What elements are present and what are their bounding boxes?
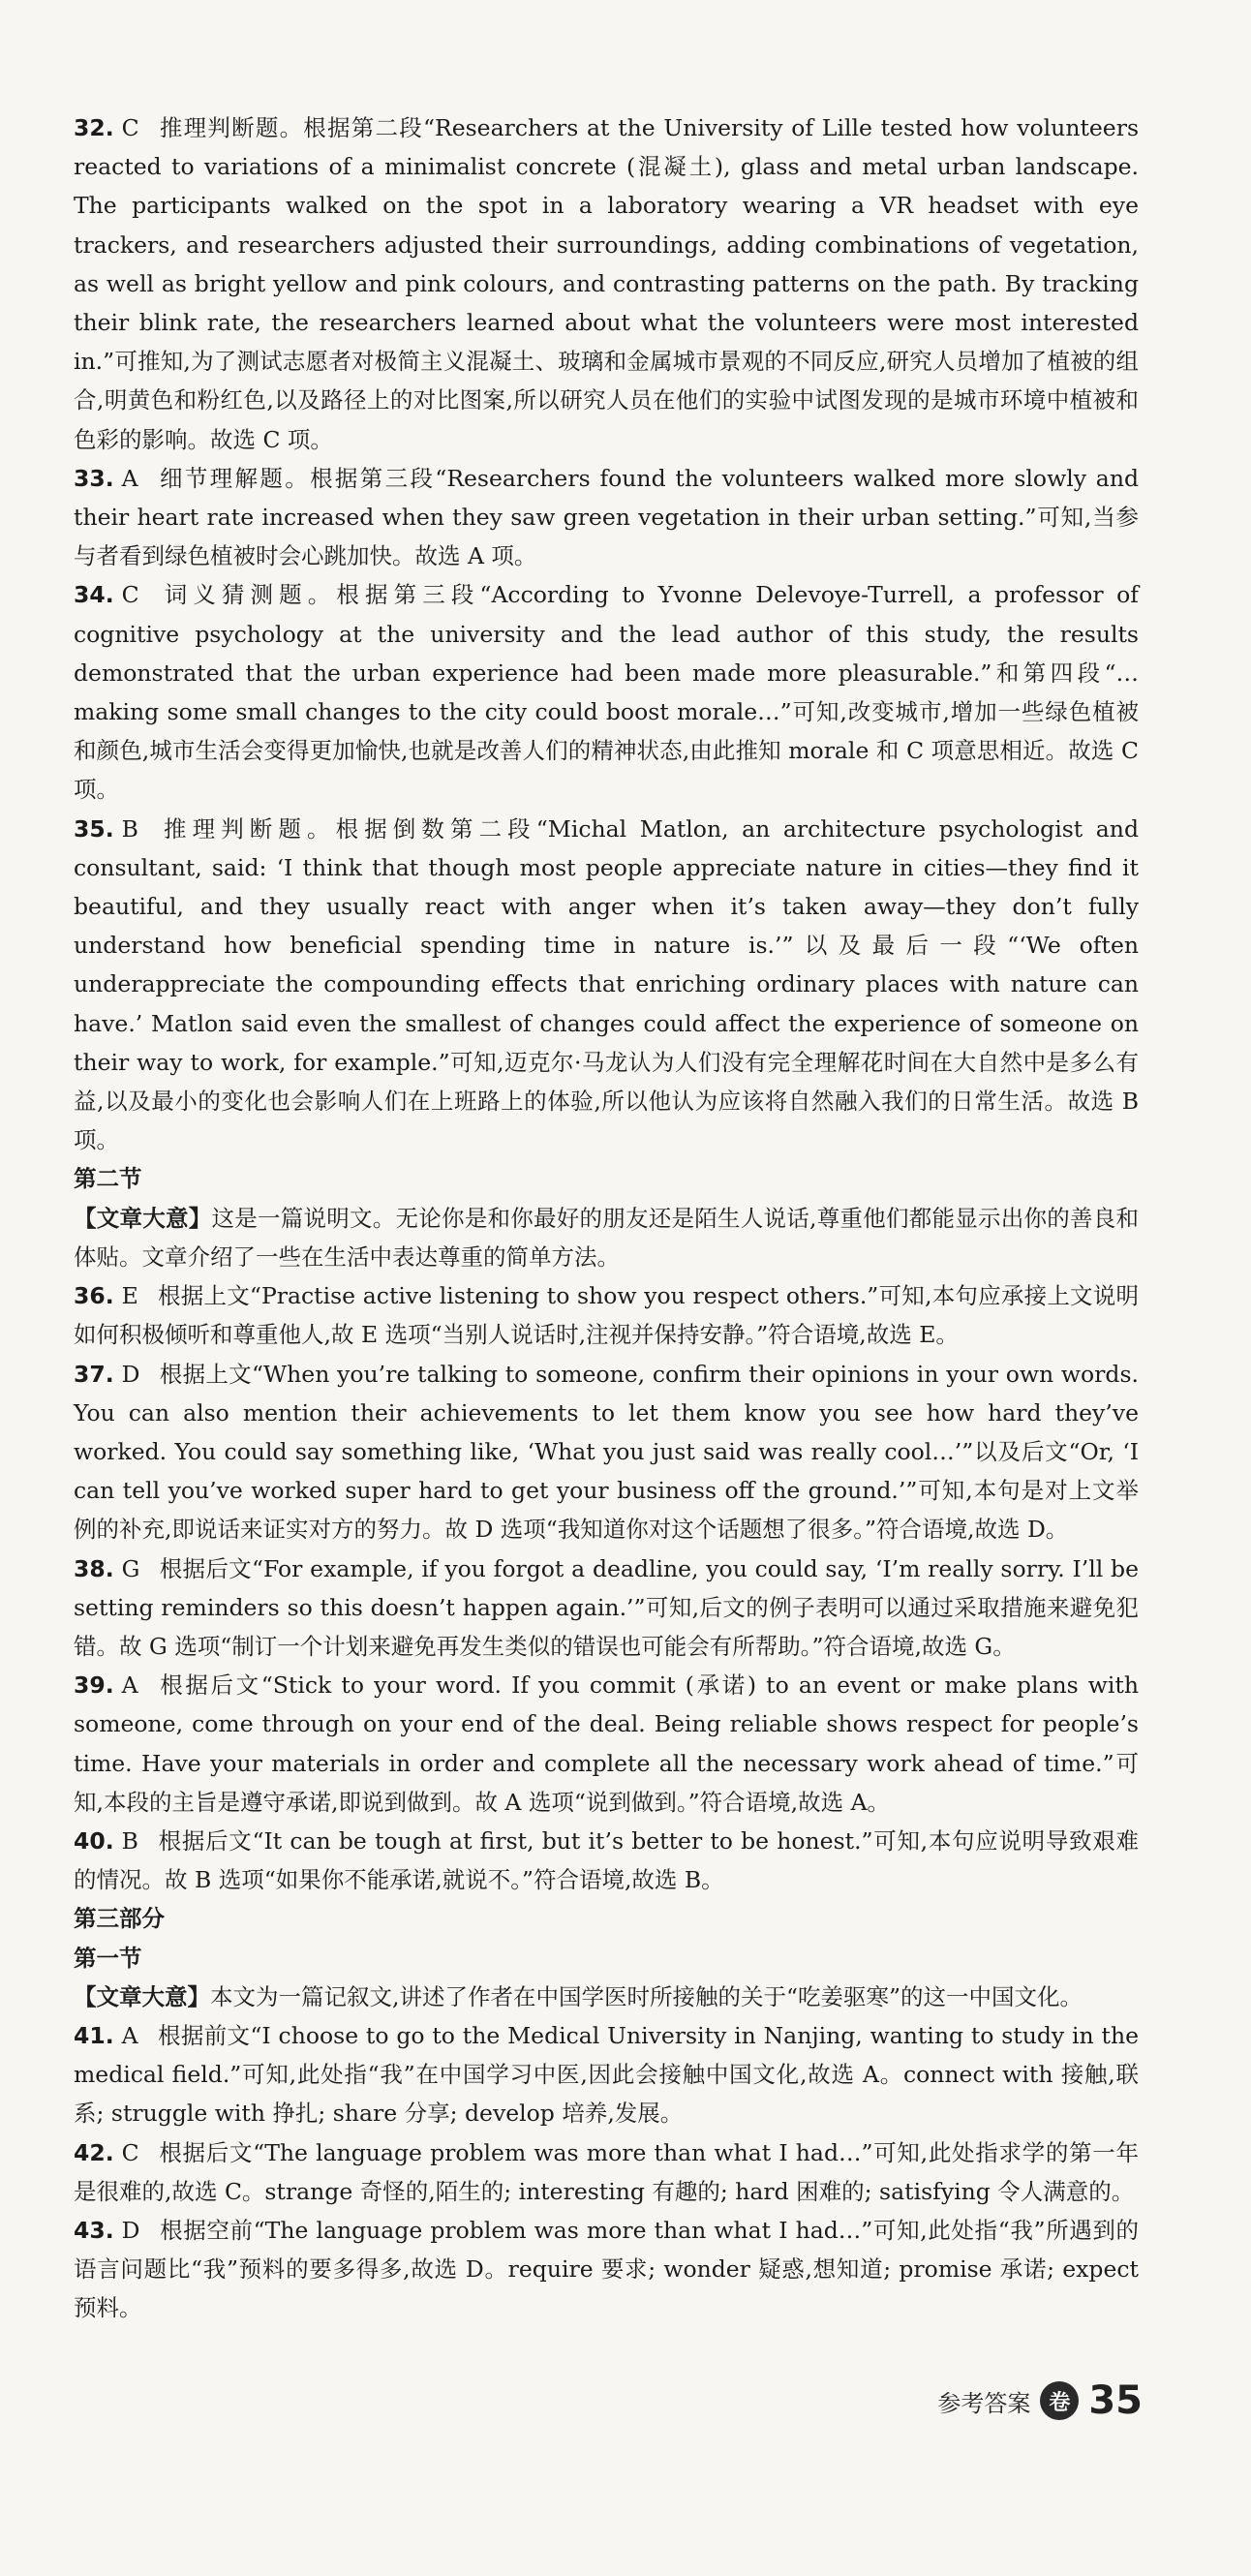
answer-item [74,1276,1139,1354]
juan-badge-icon: 卷 [1040,2381,1079,2420]
summary-label: 【文章大意】 [74,1982,210,2010]
article-summary [74,1199,1139,1276]
section-heading: 第二节 [74,1165,142,1193]
question-number: 32. [74,114,114,141]
explanation-text: 推理判断题。根据第二段“Researchers at the University of Lille tested how volunteers reacted to variations of a minimalist concrete (混凝土), glass and metal urban landscape. The participants walked on the spot in a laboratory wearing a VR headset with eye trackers, and researchers adjusted their surroundings, adding combinations of vegetation, as well as bright yellow and pink colours, and contrasting patterns on the path. By tracking their blink rate, the researchers learned about what the volunteers were most interested in.”可推知,为了测试志愿者对极简主义混凝土、玻璃和金属城市景观的不同反应,研究人员增加了植被的组合,明黄色和粉红色,以及路径上的对比图案,所以研究人员在他们的实验中试图发现的是城市环境中植被和色彩的影响。故选 C 项。 [74,114,1139,453]
answer-item [74,2016,1139,2133]
question-number: 36. [74,1282,114,1310]
question-number: 35. [74,814,114,843]
answer-letter: C [121,2138,139,2166]
explanation-text: 根据上文“When you’re talking to someone, confirm their opinions in your own words. You can also mention their achievements to let them know you see how hard they’ve worked. You could say something like, ‘What you just said was really cool…’”以及后文“Or, ‘I can tell you’ve worked super hard to get your business off the ground.’”可知,本句是对上文举例的补充,即说话来证实对方的努力。故 D 选项“我知道你对这个话题想了很多。”符合语境,故选 D。 [74,1360,1139,1544]
answer-letter: A [121,464,138,492]
page-number: 35 [1088,2378,1143,2423]
question-number: 34. [74,581,114,609]
answer-item [74,1666,1139,1822]
answer-item [74,459,1139,576]
summary-label: 【文章大意】 [74,1204,212,1232]
section-heading: 第三部分 [74,1905,165,1933]
explanation-text: 根据后文“The language problem was more than what I had…”可知,此处指求学的第一年是很难的,故选 C。strange 奇怪的,陌生的; interesting 有趣的; hard 困难的; satisfying 令人满意的。 [74,2138,1139,2205]
explanation-text: 根据前文“I choose to go to the Medical University in Nanjing, wanting to study in the medical field.”可知,此处指“我”在中国学习中医,因此会接触中国文化,故选 A。connect with 接触,联系; struggle with 挣扎; share 分享; develop 培养,发展。 [74,2021,1139,2128]
answer-item [74,1822,1139,1899]
explanation-text: 词义猜测题。根据第三段“According to Yvonne Delevoye-Turrell, a professor of cognitive psychology at the university and the lead author of this study, the results demonstrated that the urban experience had been made more pleasurable.”和第四段“… making some small changes to the city could boost morale…”可知,改变城市,增加一些绿色植被和颜色,城市生活会变得更加愉快,也就是改善人们的精神状态,由此推知 morale 和 C 项意思相近。故选 C 项。 [74,581,1139,804]
question-number: 42. [74,2138,114,2166]
summary-text: 这是一篇说明文。无论你是和你最好的朋友还是陌生人说话,尊重他们都能显示出你的善良和体贴。文章介绍了一些在生活中表达尊重的简单方法。 [74,1204,1140,1271]
answer-item [74,2133,1139,2211]
answer-letter: D [121,2216,140,2244]
answer-item [74,575,1139,809]
answer-letter: D [121,1360,140,1388]
article-summary [74,1978,1139,2016]
answer-letter: B [121,814,138,843]
answer-item [74,108,1139,459]
explanation-text: 细节理解题。根据第三段“Researchers found the volunteers walked more slowly and their heart rate increased when they saw green vegetation in their urban setting.”可知,当参与者看到绿色植被时会心跳加快。故选 A 项。 [74,464,1139,570]
answer-letter: A [121,1671,138,1700]
answer-letter: C [121,581,139,609]
explanation-text: 根据后文“For example, if you forgot a deadline, you could say, ‘I’m really sorry. I’ll be setting reminders so this doesn’t happen again.’”可知,后文的例子表明可以通过采取措施来避免犯错。故 G 选项“制订一个计划来避免再发生类似的错误也可能会有所帮助。”符合语境,故选 G。 [74,1554,1139,1660]
question-number: 38. [74,1554,114,1582]
explanation-text: 根据空前“The language problem was more than what I had…”可知,此处指“我”所遇到的语言问题比“我”预料的要多得多,故选 D。require 要求; wonder 疑惑,想知道; promise 承诺; expect 预料。 [74,2216,1139,2322]
answer-letter: E [121,1282,138,1310]
answer-item [74,810,1139,1160]
question-number: 39. [74,1671,114,1700]
question-number: 43. [74,2216,114,2244]
answer-letter: A [121,2021,138,2049]
footer-label: 参考答案 [937,2389,1031,2417]
answer-item [74,1355,1139,1549]
explanation-text: 根据上文“Practise active listening to show you respect others.”可知,本句应承接上文说明如何积极倾听和尊重他人,故 E 选项“当别人说话时,注视并保持安静。”符合语境,故选 E。 [74,1282,1139,1349]
question-number: 41. [74,2021,114,2049]
question-number: 33. [74,464,114,492]
page-footer [937,2378,1143,2423]
explanation-text: 推理判断题。根据倒数第二段“Michal Matlon, an architecture psychologist and consultant, said: ‘I think that though most people appreciate nature in cities—they find it beautiful, and they usually react with anger when it’s taken away—they don’t fully understand how beneficial spending time in nature is.’”以及最后一段“‘We often underappreciate the compounding effects that enriching ordinary places with nature can have.’ Matlon said even the smallest of changes could affect the experience of someone on their way to work, for example.”可知,迈克尔·马龙认为人们没有完全理解花时间在大自然中是多么有益,以及最小的变化也会影响人们在上班路上的体验,所以他认为应该将自然融入我们的日常生活。故选 B 项。 [74,814,1139,1154]
question-number: 40. [74,1826,114,1855]
answer-item [74,2211,1139,2328]
answer-letter: B [121,1826,138,1855]
section-heading: 第一节 [74,1944,142,1972]
answer-letter: C [121,114,139,141]
answer-letter: G [121,1554,140,1582]
summary-text: 本文为一篇记叙文,讲述了作者在中国学医时所接触的关于“吃姜驱寒”的这一中国文化。 [210,1982,1083,2010]
question-number: 37. [74,1360,114,1388]
answer-item [74,1549,1139,1667]
explanation-text: 根据后文“It can be tough at first, but it’s better to be honest.”可知,本句应说明导致艰难的情况。故 B 选项“如果你不能承诺,就说不。”符合语境,故选 B。 [74,1826,1139,1894]
explanation-text: 根据后文“Stick to your word. If you commit (承诺) to an event or make plans with someone, come through on your end of the deal. Being reliable shows respect for people’s time. Have your materials in order and complete all the necessary work ahead of time.”可知,本段的主旨是遵守承诺,即说到做到。故 A 选项“说到做到。”符合语境,故选 A。 [74,1671,1139,1816]
answer-explanations [74,108,1139,2328]
